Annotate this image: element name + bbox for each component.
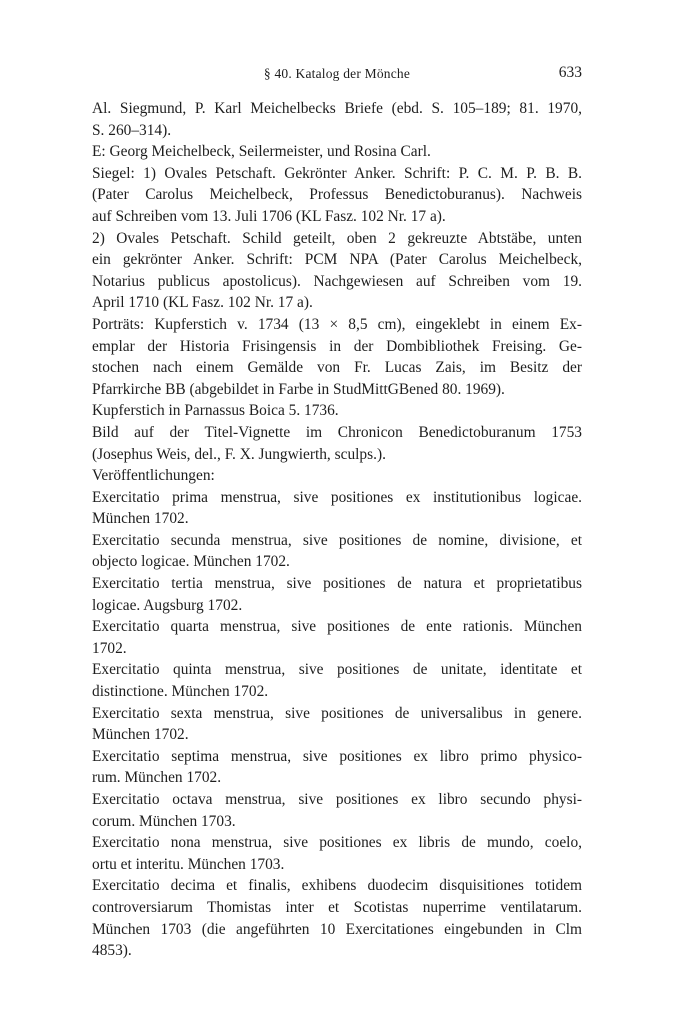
text-line: Exercitatio septima menstrua, sive positiones ex libro primo physico- bbox=[92, 747, 582, 765]
text-line: (Josephus Weis, del., F. X. Jungwierth, sculps.). bbox=[92, 445, 386, 463]
text-line: München 1703 (die angeführten 10 Exercitationes eingebunden in Clm bbox=[92, 920, 582, 938]
text-line: Exercitatio tertia menstrua, sive positiones de natura et proprietatibus bbox=[92, 575, 582, 593]
text-line: 4853). bbox=[92, 942, 132, 960]
text-line: stochen nach einem Gemälde von Fr. Lucas Zais, im Besitz der bbox=[92, 359, 582, 377]
text-line: Exercitatio quinta menstrua, sive positiones de unitate, identitate et bbox=[92, 661, 582, 679]
text-line: München 1702. bbox=[92, 510, 189, 528]
text-line: E: Georg Meichelbeck, Seilermeister, und Rosina Carl. bbox=[92, 143, 431, 161]
text-line: auf Schreiben vom 13. Juli 1706 (KL Fasz. 102 Nr. 17 a). bbox=[92, 207, 446, 225]
running-title: § 40. Katalog der Mönche bbox=[263, 66, 411, 81]
text-line: 2) Ovales Petschaft. Schild geteilt, oben 2 gekreuzte Abtstäbe, unten bbox=[92, 229, 582, 247]
text-line: logicae. Augsburg 1702. bbox=[92, 596, 243, 614]
text-line: Siegel: 1) Ovales Petschaft. Gekrönter Anker. Schrift: P. C. M. P. B. B. bbox=[92, 164, 582, 182]
text-line: ortu et interitu. München 1703. bbox=[92, 855, 285, 873]
text-line: Exercitatio secunda menstrua, sive positiones de nomine, divisione, et bbox=[92, 531, 582, 549]
text-line: (Pater Carolus Meichelbeck, Professus Benedictoburanus). Nachweis bbox=[92, 186, 582, 204]
text-line: objecto logicae. München 1702. bbox=[92, 553, 290, 571]
text-line: Exercitatio prima menstrua, sive positiones ex institutionibus logicae. bbox=[92, 488, 582, 506]
text-line: Notarius publicus apostolicus). Nachgewiesen auf Schreiben vom 19. bbox=[92, 272, 582, 290]
text-line: April 1710 (KL Fasz. 102 Nr. 17 a). bbox=[92, 294, 313, 312]
text-line: distinctione. München 1702. bbox=[92, 683, 269, 701]
text-line: 1702. bbox=[92, 639, 127, 657]
text-line: Kupferstich in Parnassus Boica 5. 1736. bbox=[92, 402, 339, 420]
text-line: corum. München 1703. bbox=[92, 812, 236, 830]
text-line: Exercitatio nona menstrua, sive positiones ex libris de mundo, coelo, bbox=[92, 834, 582, 852]
text-line: Exercitatio quarta menstrua, sive positiones de ente rationis. München bbox=[92, 618, 582, 636]
text-line: Exercitatio octava menstrua, sive positiones ex libro secundo physi- bbox=[92, 791, 582, 808]
text-line: S. 260–314). bbox=[92, 121, 172, 139]
text-line: rum. München 1702. bbox=[92, 769, 222, 787]
text-line: ein gekrönter Anker. Schrift: PCM NPA (Pater Carolus Meichelbeck, bbox=[92, 251, 582, 269]
text-line: Al. Siegmund, P. Karl Meichelbecks Briefe (ebd. S. 105–189; 81. 1970, bbox=[92, 100, 582, 117]
page-number: 633 bbox=[558, 64, 582, 81]
text-line: Veröffentlichungen: bbox=[92, 467, 215, 485]
body-text bbox=[92, 98, 582, 962]
text-line: Exercitatio sexta menstrua, sive positiones de universalibus in genere. bbox=[92, 704, 582, 722]
text-line: emplar der Historia Frisingensis in der Dombibliothek Freising. Ge- bbox=[92, 337, 582, 355]
text-line: München 1702. bbox=[92, 726, 189, 744]
text-line: Pfarrkirche BB (abgebildet in Farbe in StudMittGBened 80. 1969). bbox=[92, 380, 505, 398]
text-line: controversiarum Thomistas inter et Scotistas nuperrime ventilatarum. bbox=[92, 898, 582, 916]
running-head bbox=[92, 64, 582, 84]
text-line: Porträts: Kupferstich v. 1734 (13 × 8,5 cm), eingeklebt in einem Ex- bbox=[92, 315, 582, 333]
text-line: Bild auf der Titel-Vignette im Chronicon Benedictoburanum 1753 bbox=[92, 423, 582, 441]
text-line: Exercitatio decima et finalis, exhibens duodecim disquisitiones totidem bbox=[92, 877, 582, 895]
